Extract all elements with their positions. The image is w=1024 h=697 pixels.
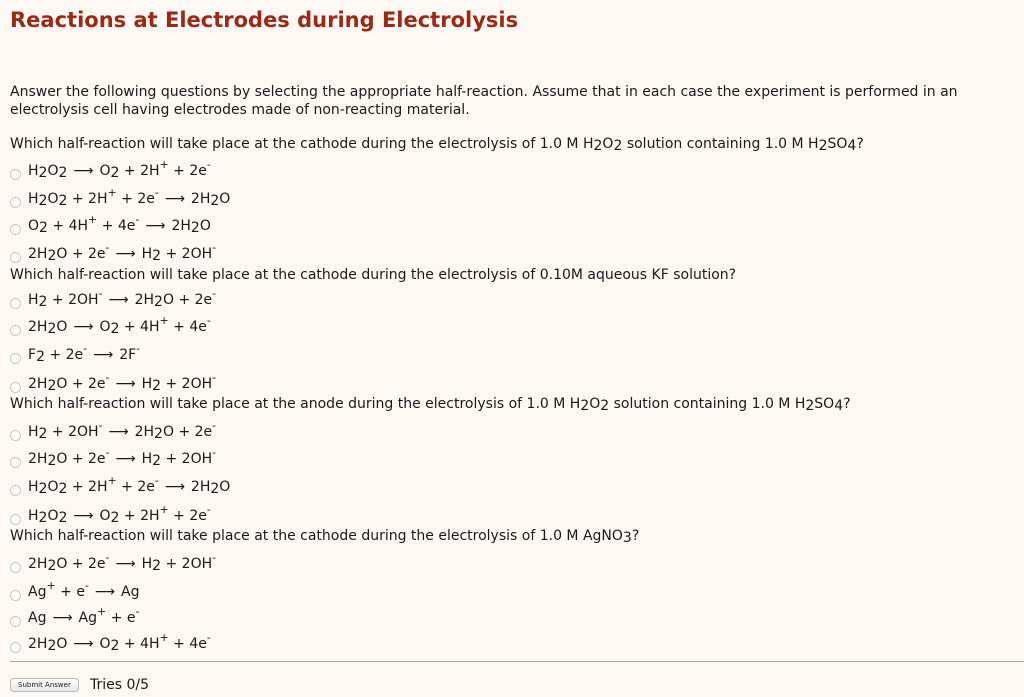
equation: $H_2O_2$ ⟶ $O_2 + 2H^+ + 2e^-$ [28, 158, 211, 181]
radio-button[interactable] [10, 197, 21, 208]
question-1-option-1[interactable] [10, 158, 211, 181]
question-1-option-3[interactable] [10, 213, 211, 236]
equation: $2H_2O + 2e^-$ ⟶ $H_2 + 2OH^-$ [28, 551, 217, 574]
equation: Ag+ + e- ⟶ Ag [28, 579, 140, 600]
equation: $2H_2O$ ⟶ $O_2 + 4H^+ + 4e^-$ [28, 631, 211, 654]
question-4-option-1[interactable] [10, 551, 217, 574]
radio-button[interactable] [10, 590, 21, 601]
question-2-option-4[interactable] [10, 371, 217, 394]
question-3-option-4[interactable] [10, 503, 211, 526]
equation: $H_2O_2$ ⟶ $O_2 + 2H^+ + 2e^-$ [28, 503, 211, 526]
question-3-option-2[interactable] [10, 446, 217, 469]
question-3-option-3[interactable] [10, 474, 231, 497]
question-4-option-2[interactable] [10, 579, 140, 601]
question-3-text: Which half-reaction will take place at the anode during the electrolysis of 1.0 M $H_2O_2$ solution containing 1.0 M $H_2SO_4$? [10, 396, 851, 414]
radio-button[interactable] [10, 485, 21, 496]
question-2-text: Which half-reaction will take place at the cathode during the electrolysis of 0.10M aqueous KF solution? [10, 267, 737, 283]
tries-counter: Tries 0/5 [90, 677, 150, 693]
equation: $O_2 + 4H^+ + 4e^-$ ⟶ $2H_2O$ [28, 213, 211, 236]
question-1-option-4[interactable] [10, 241, 217, 264]
page-title: Reactions at Electrodes during Electrolysis [10, 8, 519, 32]
radio-button[interactable] [10, 325, 21, 336]
radio-button[interactable] [10, 457, 21, 468]
equation: $H_2O_2 + 2H^+ + 2e^-$ ⟶ $2H_2O$ [28, 474, 231, 497]
question-4-option-3[interactable] [10, 605, 140, 627]
equation: $H_2 + 2OH^-$ ⟶ $2H_2O + 2e^-$ [28, 419, 217, 442]
equation: $H_2 + 2OH^-$ ⟶ $2H_2O + 2e^-$ [28, 287, 217, 310]
question-4-option-4[interactable] [10, 631, 211, 654]
equation: $2H_2O + 2e^-$ ⟶ $H_2 + 2OH^-$ [28, 371, 217, 394]
equation: $2H_2O$ ⟶ $O_2 + 4H^+ + 4e^-$ [28, 314, 211, 337]
equation: $F_2 + 2e^-$ ⟶ 2F- [28, 342, 141, 365]
equation: Ag ⟶ Ag+ + e- [28, 605, 140, 626]
radio-button[interactable] [10, 562, 21, 573]
question-2-option-1[interactable] [10, 287, 217, 310]
equation: $2H_2O + 2e^-$ ⟶ $H_2 + 2OH^-$ [28, 446, 217, 469]
radio-button[interactable] [10, 224, 21, 235]
radio-button[interactable] [10, 169, 21, 180]
radio-button[interactable] [10, 616, 21, 627]
instructions: Answer the following questions by selecting the appropriate half-reaction. Assume that in each case the experiment is performed in an electrolysis cell having electrodes made of non-reacting material. [10, 84, 958, 118]
question-3-option-1[interactable] [10, 419, 217, 442]
radio-button[interactable] [10, 298, 21, 309]
radio-button[interactable] [10, 642, 21, 653]
divider [10, 661, 1024, 662]
question-4-text: Which half-reaction will take place at the cathode during the electrolysis of 1.0 M AgNO$_3$? [10, 528, 640, 546]
radio-button[interactable] [10, 252, 21, 263]
equation: $H_2O_2 + 2H^+ + 2e^-$ ⟶ $2H_2O$ [28, 186, 231, 209]
question-2-option-2[interactable] [10, 314, 211, 337]
question-2-option-3[interactable] [10, 342, 141, 365]
submit-answer-button[interactable]: Submit Answer [10, 678, 79, 692]
radio-button[interactable] [10, 514, 21, 525]
radio-button[interactable] [10, 430, 21, 441]
question-1-option-2[interactable] [10, 186, 231, 209]
radio-button[interactable] [10, 353, 21, 364]
equation: $2H_2O + 2e^-$ ⟶ $H_2 + 2OH^-$ [28, 241, 217, 264]
question-1-text: Which half-reaction will take place at the cathode during the electrolysis of 1.0 M $H_2O_2$ solution containing 1.0 M $H_2SO_4$? [10, 136, 864, 154]
radio-button[interactable] [10, 382, 21, 393]
